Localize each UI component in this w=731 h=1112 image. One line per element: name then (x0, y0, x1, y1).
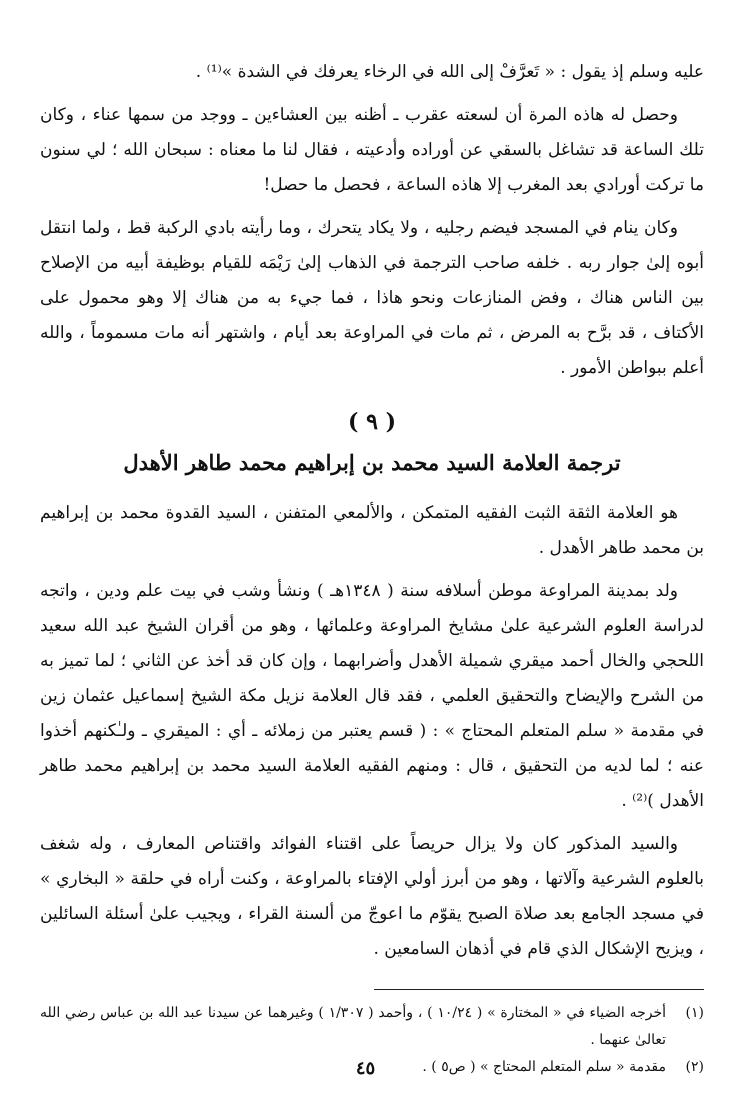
section-number: ( ٩ ) (348, 409, 396, 435)
paragraph-5: ولد بمدينة المراوعة موطن أسلافه سنة ( ١٣٤٨هـ ) ونشأ وشب في بيت علم ودين ، واتجه لدراسة العلوم الشرعية علىٰ مشايخ المراوعة وعلمائها ، وهو من أقران الشيخ عبد الله سعيد اللحجي والخال أحمد ميقري شميلة الأهدل وأضرابهما ، وإن كان قد أخذ عن الثاني ؛ لما تميز به من الشرح والإيضاح والتحقيق العلمي ، فقد قال العلامة نزيل مكة الشيخ إسماعيل عثمان زين في مقدمة « سلم المتعلم المحتاج » : ( قسم يعتبر من زملائه ـ أي : الميقري ـ ولـٰكنهم أخذوا عنه ؛ لما لديه من التحقيق ، قال : ومنهم الفقيه العلامة السيد محمد بن إبراهيم محمد طاهر الأهدل )⁽²⁾ . (40, 581, 704, 811)
paragraph-1: عليه وسلم إذ يقول : « تَعرَّفْ إلى الله في الرخاء يعرفك في الشدة »⁽¹⁾ . (195, 62, 704, 82)
footnote-1 (40, 1000, 704, 1054)
footnote-2-text: مقدمة « سلم المتعلم المحتاج » ( ص٥ ) . (422, 1059, 666, 1075)
footnote-1-number: (١) (685, 1005, 704, 1021)
section-title: ترجمة العلامة السيد محمد بن إبراهيم محمد طاهر الأهدل (123, 450, 621, 475)
paragraph-2: وحصل له هاذه المرة أن لسعته عقرب ـ أظنه بين العشاءين ـ ووجد من سمها عناء ، وكان تلك الساعة قد تشاغل بالسقي عن أوراده وأدعيته ، فقال لنا ما معناه : سبحان الله ؛ لي سنون ما تركت أورادي بعد المغرب إلا هاذه الساعة ، فحصل ما حصل! (40, 105, 704, 195)
footnote-1-text: أخرجه الضياء في « المختارة » ( ١٠/٢٤ ) ، وأحمد ( ١/٣٠٧ ) وغيرهما عن سيدنا عبد الله بن عباس رضي الله تعالىٰ عنهما . (40, 1005, 666, 1048)
footnote-2-number: (٢) (685, 1059, 704, 1075)
paragraph-3: وكان ينام في المسجد فيضم رجليه ، ولا يكاد يتحرك ، وما رأيته بادي الركبة قط ، ولما انتقل أبوه إلىٰ جوار ربه . خلفه صاحب الترجمة في الذهاب إلىٰ رَيْمَه للقيام بوظيفة أبيه من الإصلاح بين الناس هناك ، وفض المنازعات ونحو هاذا ، فما جيء به من هناك إلا وهو محمول على الأكتاف ، قد برَّح به المرض ، ثم مات في المراوعة بعد أيام ، واشتهر أنه مات مسموماً ، والله أعلم ببواطن الأمور . (40, 218, 704, 378)
paragraph-4: هو العلامة الثقة الثبت الفقيه المتمكن ، والألمعي المتفنن ، السيد القدوة محمد بن إبراهيم بن محمد طاهر الأهدل . (40, 503, 704, 558)
paragraph-6: والسيد المذكور كان ولا يزال حريصاً على اقتناء الفوائد واقتناص المعارف ، وله شغف بالعلوم الشرعية وآلاتها ، وهو من أبرز أولي الإفتاء بالمراوعة ، وكنت أراه في حلقة « البخاري » في مسجد الجامع بعد صلاة الصبح يقوّم ما اعوجّ من ألسنة القراء ، ويجيب علىٰ أسئلة السائلين ، ويزيح الإشكال الذي قام في أذهان السامعين . (40, 834, 705, 959)
footnote-divider (374, 989, 704, 990)
page-body (40, 55, 704, 1081)
page-number: ٤٥ (355, 1058, 376, 1079)
